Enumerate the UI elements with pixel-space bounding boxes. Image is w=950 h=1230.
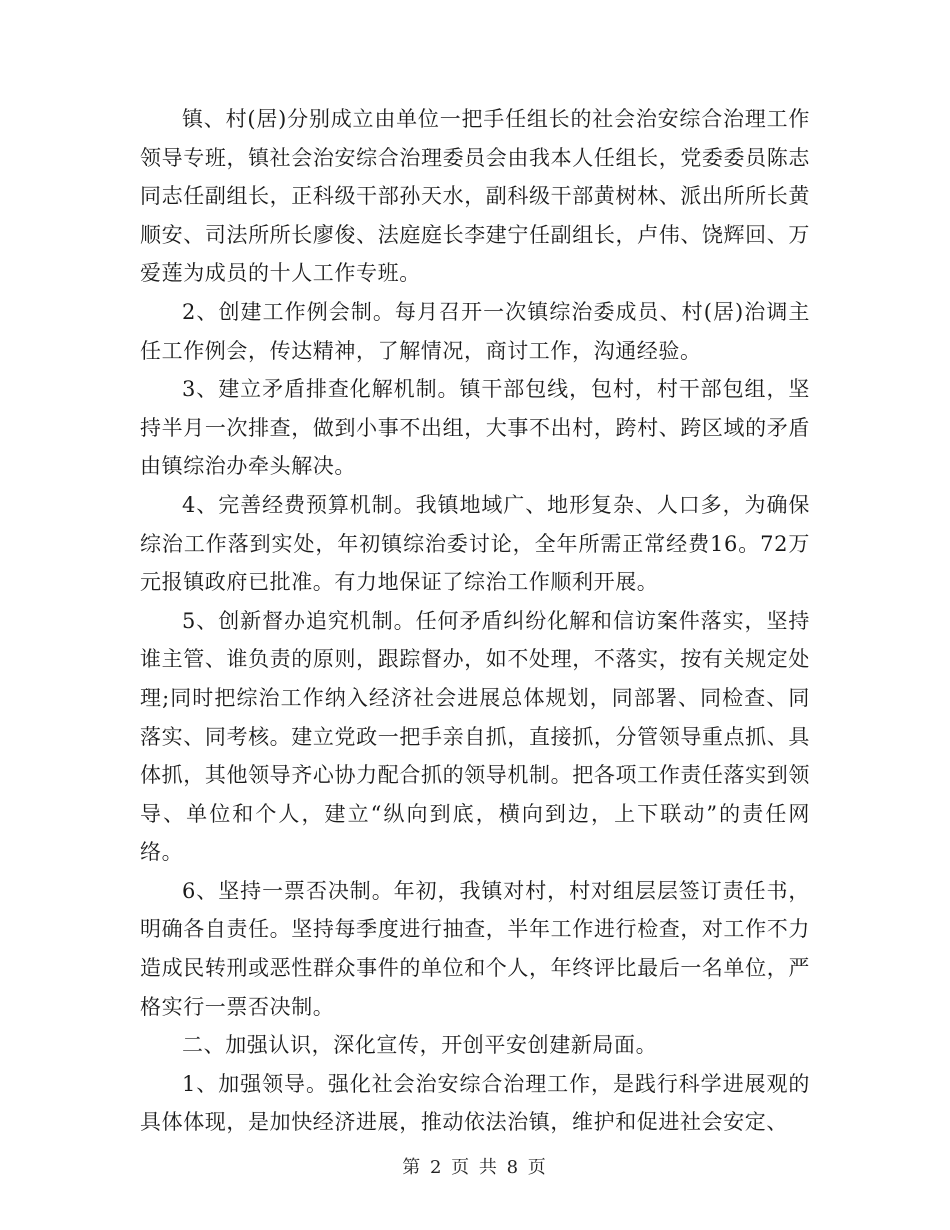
paragraph-7: 1、加强领导。强化社会治安综合治理工作，是践行科学进展观的具体体现，是加快经济进展，推动依法治镇，维护和促进社会安定、	[140, 1071, 810, 1135]
paragraph-1: 镇、村(居)分别成立由单位一把手任组长的社会治安综合治理工作领导专班，镇社会治安综合治理委员会由我本人任组长，党委委员陈志同志任副组长，正科级干部孙天水，副科级干部黄树林、派出所所长黄顺安、司法所所长廖俊、法庭庭长李建宁任副组长，卢伟、饶辉回、万爱莲为成员的十人工作专班。	[140, 107, 810, 286]
section-heading: 二、加强认识，深化宣传，开创平安创建新局面。	[182, 1033, 658, 1058]
paragraph-2: 2、创建工作例会制。每月召开一次镇综治委成员、村(居)治调主任工作例会，传达精神，了解情况，商讨工作，沟通经验。	[140, 299, 810, 363]
paragraph-4: 4、完善经费预算机制。我镇地域广、地形复杂、人口多，为确保综治工作落到实处，年初镇综治委讨论，全年所需正常经费16。72万元报镇政府已批准。有力地保证了综治工作顺利开展。	[140, 492, 810, 595]
page-number-footer: 第 2 页 共 8 页	[402, 1157, 548, 1178]
paragraph-5: 5、创新督办追究机制。任何矛盾纠纷化解和信访案件落实，坚持谁主管、谁负责的原则，跟踪督办，如不处理，不落实，按有关规定处理;同时把综治工作纳入经济社会进展总体规划，同部署、同检查、同落实、同考核。建立党政一把手亲自抓，直接抓，分管领导重点抓、具体抓，其他领导齐心协力配合抓的领导机制。把各项工作责任落实到领导、单位和个人，建立“纵向到底，横向到边，上下联动”的责任网络。	[140, 608, 810, 865]
paragraph-3: 3、建立矛盾排查化解机制。镇干部包线，包村，村干部包组，坚持半月一次排查，做到小事不出组，大事不出村，跨村、跨区域的矛盾由镇综治办牵头解决。	[140, 377, 810, 479]
document-body	[140, 100, 810, 1142]
paragraph-6: 6、坚持一票否决制。年初，我镇对村，村对组层层签订责任书，明确各自责任。坚持每季度进行抽查，半年工作进行检查，对工作不力造成民转刑或恶性群众事件的单位和个人，年终评比最后一名单位，严格实行一票否决制。	[140, 878, 810, 1019]
